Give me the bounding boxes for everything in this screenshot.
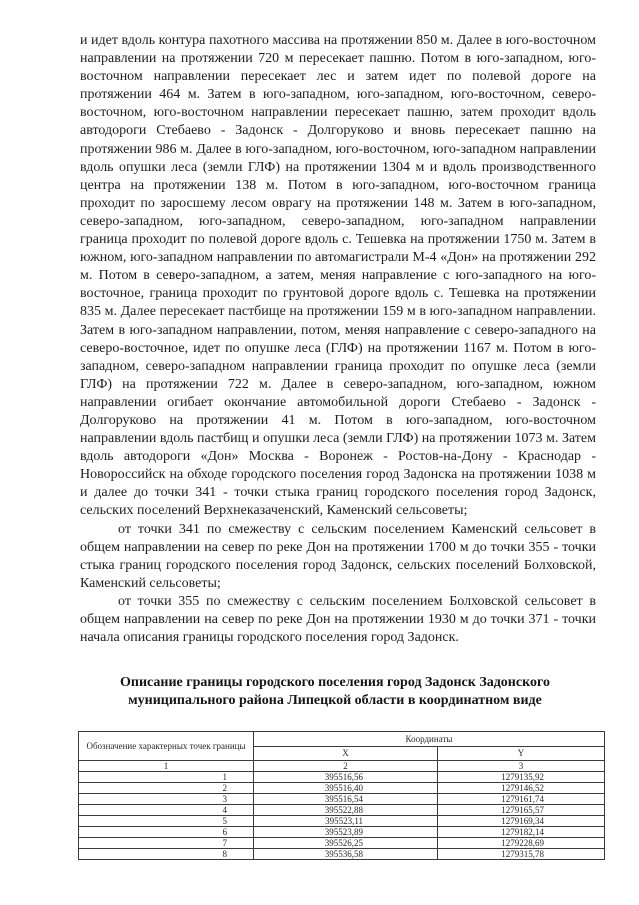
table-row <box>79 805 605 816</box>
coordinate-y: 1279315,78 <box>438 849 605 860</box>
header-coordinates: Координаты <box>254 732 605 747</box>
point-number: 8 <box>79 849 254 860</box>
point-number: 7 <box>79 838 254 849</box>
table-row <box>79 838 605 849</box>
paragraph-1: и идет вдоль контура пахотного массива на протяжении 850 м. Далее в юго-восточном направлении на протяжении 720 м пересекает пашню. Потом в юго-западном, юго-восточном направлении пересекает лес и затем идет по полевой дороге на протяжении 464 м. Затем в юго-западном, юго-западном, юго-восточном, северо-восточном, юго-восточном направлении пересекает пашню, затем проходит вдоль автодороги Стебаево - Задонск - Долгоруково и вновь пересекает пашню на протяжении 986 м. Далее в юго-западном, юго-восточном, юго-западном направлении вдоль опушки леса (земли ГЛФ) на протяжении 1304 м и вдоль производственного центра на протяжении 138 м. Потом в юго-западном, юго-восточном граница проходит по заросшему лесом оврагу на протяжении 148 м. Затем в юго-западном, северо-западном, юго-западном, северо-западном, юго-западном направлении граница проходит по полевой дороге вдоль с. Тешевка на протяжении 1750 м. Затем в южном, юго-западном направлении по автомагистрали М-4 «Дон» на протяжении 292 м. Потом в северо-западном, а затем, меняя направление с юго-западного на юго-восточное, граница проходит по грунтовой дороге вдоль с. Тешевка на протяжении 835 м. Далее пересекает пастбище на протяжении 159 м в юго-западном направлении. Затем в юго-западном направлении, потом, меняя направление с северо-западного на северо-восточное, идет по опушке леса (ГЛФ) на протяжении 1167 м. Потом в юго-западном, северо-западном направлении граница проходит по опушке леса (земли ГЛФ) на протяжении 722 м. Далее в северо-западном, юго-западном, южном направлении огибает окончание автомобильной дороги Стебаево - Задонск - Долгоруково на протяжении 41 м. Потом в юго-западном, юго-восточном направлении вдоль пастбищ и опушки леса (земли ГЛФ) на протяжении 1073 м. Затем вдоль автодороги «Дон» Москва - Воронеж - Ростов-на-Дону - Краснодар - Новороссийск на обходе городского поселения город Задонска на протяжении 1038 м и далее до точки 341 - точки стыка границ городского поселения город Задонск, сельских поселений Верхнеказаченский, Каменский сельсоветы; <box>80 33 596 519</box>
boundary-description <box>80 32 596 647</box>
coordinate-x: 395536,58 <box>254 849 438 860</box>
coordinate-y: 1279146,52 <box>438 783 605 794</box>
table-row <box>79 783 605 794</box>
coordinate-x: 395516,40 <box>254 783 438 794</box>
column-number-1: 1 <box>79 761 254 772</box>
coordinate-x: 395526,25 <box>254 838 438 849</box>
coordinate-y: 1279228,69 <box>438 838 605 849</box>
table-row <box>79 849 605 860</box>
coordinate-x: 395516,56 <box>254 772 438 783</box>
coordinate-x: 395516,54 <box>254 794 438 805</box>
heading-line-1: Описание границы городского поселения город Задонск Задонского <box>120 675 550 690</box>
paragraph-2: от точки 341 по смежеству с сельским поселением Каменский сельсовет в общем направлении на север по реке Дон на протяжении 1700 м до точки 355 - точки стыка границ городского поселения город Задонск, сельских поселений Болховской, Каменский сельсоветы; <box>80 521 596 591</box>
coordinate-y: 1279182,14 <box>438 827 605 838</box>
table-row <box>79 772 605 783</box>
point-number: 4 <box>79 805 254 816</box>
header-x: X <box>254 746 438 761</box>
table-row <box>79 827 605 838</box>
heading-line-2: муниципального района Липецкой области в координатном виде <box>128 693 542 708</box>
point-number: 5 <box>79 816 254 827</box>
table-row <box>79 794 605 805</box>
coordinate-y: 1279161,74 <box>438 794 605 805</box>
coordinate-x: 395523,89 <box>254 827 438 838</box>
coordinates-table <box>78 731 605 860</box>
paragraph-3: от точки 355 по смежеству с сельским поселением Болховской сельсовет в общем направлении на север по реке Дон на протяжении 1930 м до точки 371 - точки начала описания границы городского поселения город Задонск. <box>80 593 596 646</box>
coordinate-y: 1279165,57 <box>438 805 605 816</box>
section-heading <box>80 674 590 710</box>
point-number: 6 <box>79 827 254 838</box>
column-number-2: 2 <box>254 761 438 772</box>
header-point-name: Обозначение характерных точек границы <box>79 732 254 761</box>
coordinate-x: 395522,88 <box>254 805 438 816</box>
point-number: 1 <box>79 772 254 783</box>
point-number: 2 <box>79 783 254 794</box>
column-number-3: 3 <box>438 761 605 772</box>
table-row <box>79 816 605 827</box>
coordinate-y: 1279135,92 <box>438 772 605 783</box>
point-number: 3 <box>79 794 254 805</box>
coordinate-x: 395523,11 <box>254 816 438 827</box>
header-y: Y <box>438 746 605 761</box>
coordinate-y: 1279169,34 <box>438 816 605 827</box>
